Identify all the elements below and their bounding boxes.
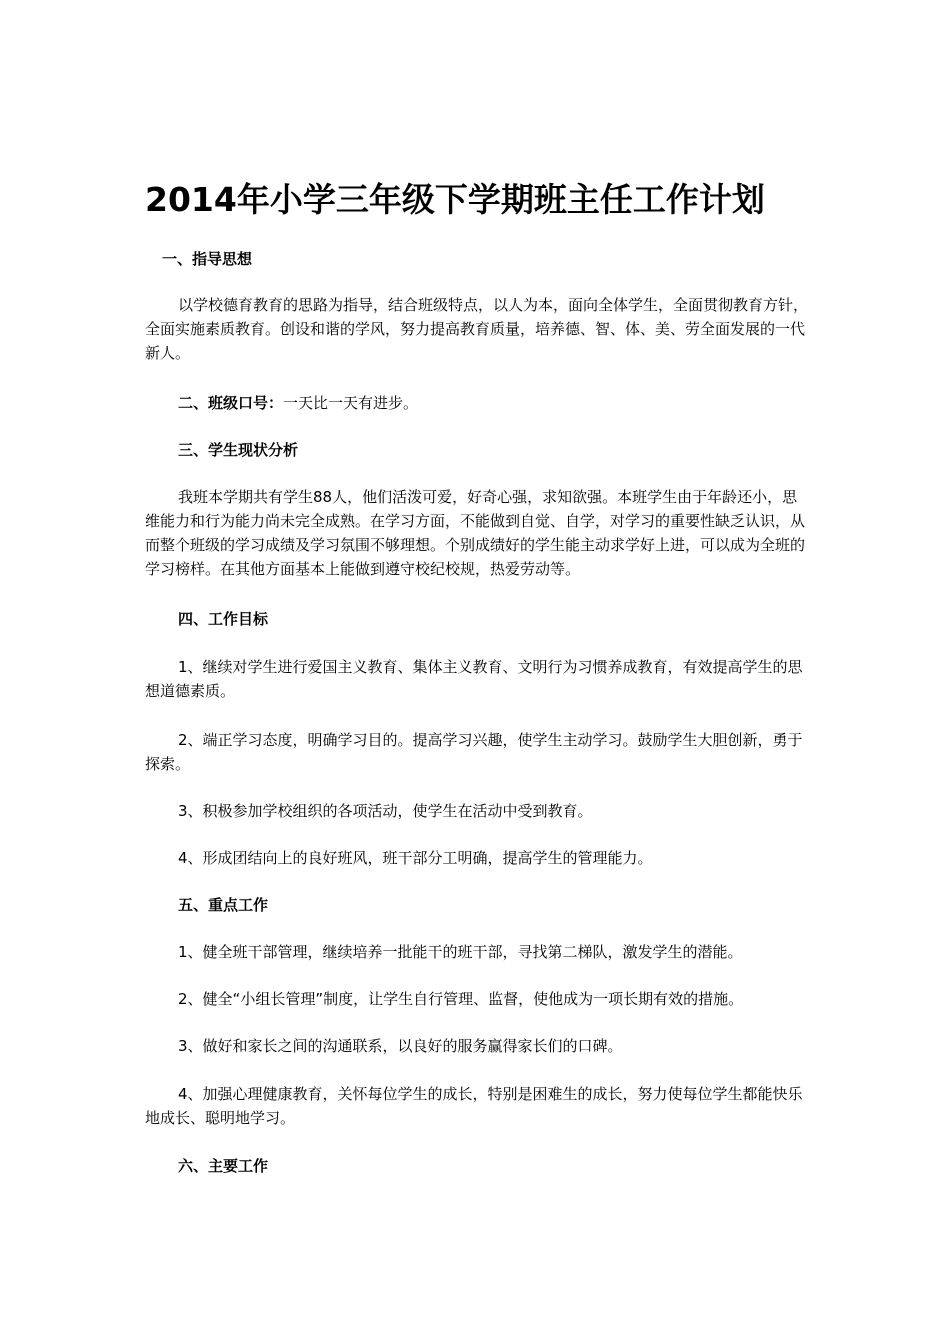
section-heading-class-slogan: 二、班级口号： [178,394,284,412]
section-heading-key-work: 五、重点工作 [178,896,269,914]
class-slogan-line [145,391,810,415]
list-item: 1、继续对学生进行爱国主义教育、集体主义教育、文明行为习惯养成教育，有效提高学生的思想道德素质。 [145,658,803,700]
document-title: 2014年小学三年级下学期班主任工作计划 [145,180,765,219]
section-heading-guiding-ideology: 一、指导思想 [162,250,253,268]
list-item: 2、健全“小组长管理”制度，让学生自行管理、监督，使他成为一项长期有效的措施。 [178,990,744,1008]
list-item: 4、形成团结向上的良好班风，班干部分工明确，提高学生的管理能力。 [178,849,653,867]
list-item: 3、做好和家长之间的沟通联系，以良好的服务赢得家长们的口碑。 [178,1037,623,1055]
class-slogan-text: 一天比一天有进步。 [283,394,419,412]
paragraph-student-analysis: 我班本学期共有学生88人，他们活泼可爱，好奇心强，求知欲强。本班学生由于年龄还小，思维能力和行为能力尚未完全成熟。在学习方面，不能做到自觉、自学，对学习的重要性缺乏认识，从而整个班级的学习成绩及学习氛围不够理想。个别成绩好的学生能主动求学好上进，可以成为全班的学习榜样。在其他方面基本上能做到遵守校纪校规，热爱劳动等。 [145,488,806,578]
paragraph-guiding-ideology: 以学校德育教育的思路为指导，结合班级特点，以人为本，面向全体学生，全面贯彻教育方针，全面实施素质教育。创设和谐的学风，努力提高教育质量，培养德、智、体、美、劳全面发展的一代新人。 [145,296,809,362]
section-heading-main-work: 六、主要工作 [178,1157,269,1175]
list-item: 3、积极参加学校组织的各项活动，使学生在活动中受到教育。 [178,802,593,820]
list-item: 2、端正学习态度，明确学习目的。提高学习兴趣，使学生主动学习。鼓励学生大胆创新，勇于探索。 [145,731,803,773]
section-heading-student-analysis: 三、学生现状分析 [178,441,299,459]
list-item: 4、加强心理健康教育，关怀每位学生的成长，特别是困难生的成长，努力使每位学生都能快乐地成长、聪明地学习。 [145,1085,803,1127]
section-heading-work-goals: 四、工作目标 [178,610,269,628]
list-item: 1、健全班干部管理，继续培养一批能干的班干部，寻找第二梯队，激发学生的潜能。 [178,943,743,961]
